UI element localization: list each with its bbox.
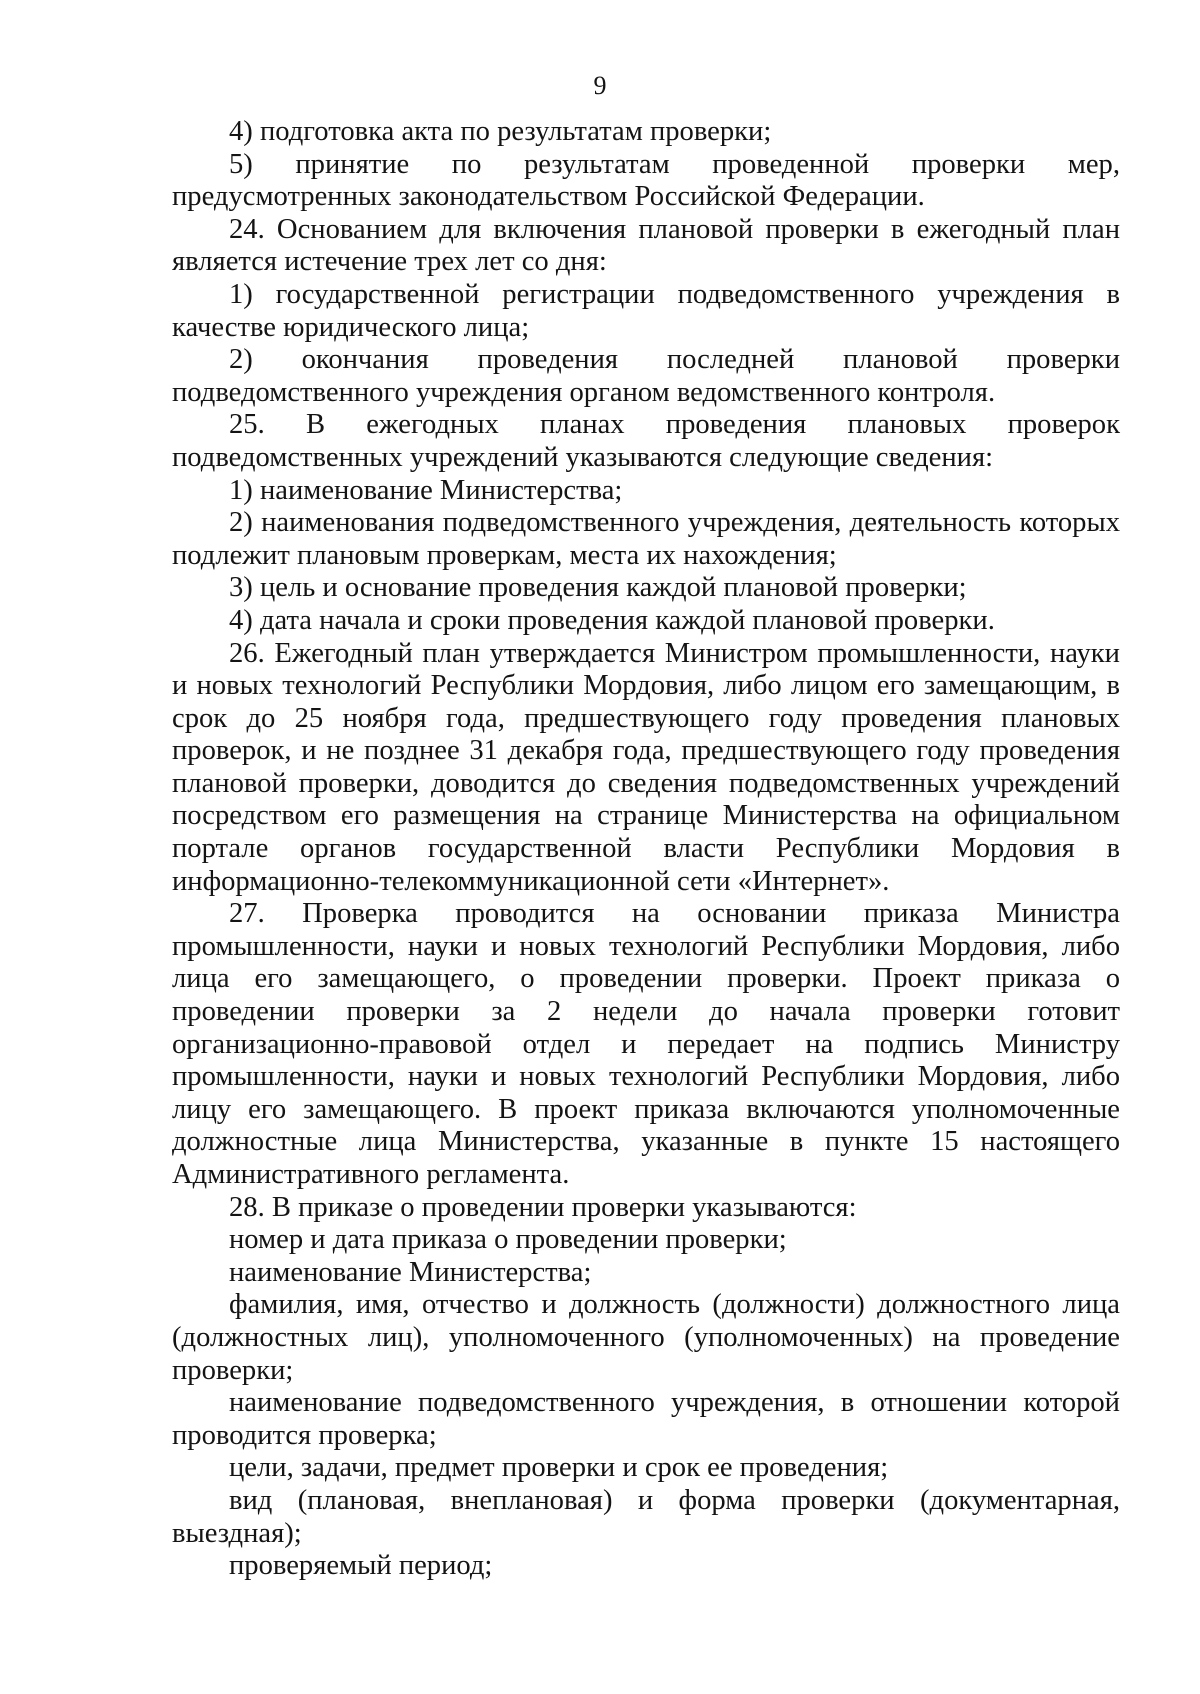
paragraph: номер и дата приказа о проведении проверки; <box>229 1224 787 1256</box>
paragraph: 4) дата начала и сроки проведения каждой плановой проверки. <box>229 604 995 636</box>
paragraph: цели, задачи, предмет проверки и срок ее проведения; <box>229 1452 889 1484</box>
page-number: 9 <box>593 71 607 100</box>
paragraph: 27. Проверка проводится на основании приказа Министра промышленности, науки и новых технологий Республики Мордовия, либо лица его замещающего, о проведении проверки. Проект приказа о проведении проверки за 2 недели до начала проверки готовит организационно-правовой отдел и передает на подпись Министру промышленности, науки и новых технологий Республики Мордовия, либо лицу его замещающего. В проект приказа включаются уполномоченные должностные лица Министерства, указанные в пункте 15 настоящего Административного регламента. <box>172 898 1120 1190</box>
paragraph: 25. В ежегодных планах проведения плановых проверок подведомственных учреждений указываются следующие сведения: <box>172 409 1120 473</box>
document-body <box>172 116 1120 1583</box>
paragraph: 24. Основанием для включения плановой проверки в ежегодный план является истечение трех лет со дня: <box>172 213 1120 278</box>
paragraph: 2) окончания проведения последней плановой проверки подведомственного учреждения органом ведомственного контроля. <box>172 344 1120 408</box>
paragraph: 1) наименование Министерства; <box>229 474 623 506</box>
paragraph: 1) государственной регистрации подведомственного учреждения в качестве юридического лица; <box>172 278 1120 343</box>
paragraph: вид (плановая, внеплановая) и форма проверки (документарная, выездная); <box>172 1484 1120 1549</box>
paragraph: 5) принятие по результатам проведенной проверки мер, предусмотренных законодательством Российской Федерации. <box>172 148 1120 213</box>
paragraph: 2) наименования подведомственного учреждения, деятельность которых подлежит плановым проверкам, места их нахождения; <box>172 507 1120 571</box>
paragraph: наименование Министерства; <box>229 1256 592 1288</box>
paragraph: 4) подготовка акта по результатам проверки; <box>229 116 772 147</box>
paragraph: наименование подведомственного учреждения, в отношении которой проводится проверка; <box>172 1387 1120 1451</box>
paragraph: 26. Ежегодный план утверждается Министром промышленности, науки и новых технологий Республики Мордовия, либо лицом его замещающим, в срок до 25 ноября года, предшествующего году проведения плановых проверок, и не позднее 31 декабря года, предшествующего году проведения плановой проверки, доводится до сведения подведомственных учреждений посредством его размещения на странице Министерства на официальном портале органов государственной власти Республики Мордовия в информационно-телекоммуникационной сети «Интернет». <box>172 637 1120 897</box>
paragraph: 3) цель и основание проведения каждой плановой проверки; <box>229 572 967 604</box>
paragraph: проверяемый период; <box>229 1550 493 1582</box>
paragraph: фамилия, имя, отчество и должность (должности) должностного лица (должностных лиц), уполномоченного (уполномоченных) на проведение проверки; <box>172 1289 1120 1386</box>
paragraph: 28. В приказе о проведении проверки указываются: <box>229 1191 857 1223</box>
